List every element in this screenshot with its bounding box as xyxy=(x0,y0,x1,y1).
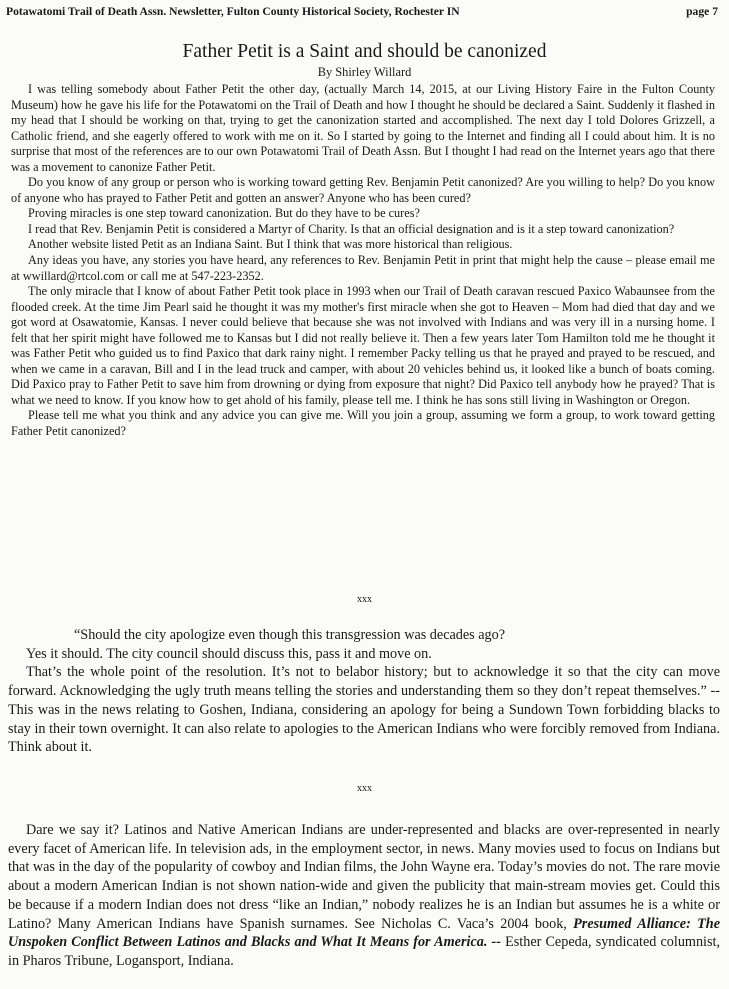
cepeda-text-after: Esther Cepeda, syndicated columnist, in Pharos Tribune, Logansport, Indiana. xyxy=(8,934,720,969)
article-paragraph: Any ideas you have, any stories you have heard, any references to Rev. Benjamin Petit in print that might help the cause – please email me at wwillard@rtcol.com or call me at 547-223-2352. xyxy=(11,253,715,283)
article-body xyxy=(11,82,715,440)
article-paragraph: I was telling somebody about Father Petit the other day, (actually March 14, 2015, at our Living History Faire in the Fulton County Museum) how he gave his life for the Potawatomi on the Trail of Death and how I thought he should be declared a Saint. Suddenly it flashed in my head that I should be working on that, trying to get the canonization started and accomplished. The next day I told Dolores Grizzell, a Catholic friend, and she eagerly offered to work with me on it. So I started by going to the Internet and finding all I could about him. It is no surprise that most of the references are to our own Potawatomi Trail of Death Assn. But I thought I had read on the Internet years ago that there was a movement to canonize Father Petit. xyxy=(11,82,715,174)
goshen-item xyxy=(8,626,720,757)
page-number: page 7 xyxy=(686,5,718,18)
article-paragraph: Another website listed Petit as an Indiana Saint. But I think that was more historical than religious. xyxy=(28,237,513,252)
article-paragraph: The only miracle that I know of about Father Petit took place in 1993 when our Trail of Death caravan rescued Paxico Wabaunsee from the flooded creek. At the time Jim Pearl said he thought it was my mother's first miracle when she got to Heaven – Mom had died that day and we got word at Osawatomie, Kansas. I never could believe that because she was not involved with Indians and was very ill in a nursing home. I felt that her spirit might have followed me to Kansas but I did not really believe it. Then a few years later Tom Hamilton told me he thought it was Father Petit who guided us to find Paxico that dark rainy night. I remember Packy telling us that he prayed and prayed to be rescued, and when we came in a caravan, Bill and I in the lead truck and camper, with about 20 vehicles behind us, it looked like a bunch of boats coming. Did Paxico pray to Father Petit to save him from drowning or dying from exposure that night? Did Paxico tell anybody how he prayed? That is what we need to know. If you know how to get ahold of his family, please tell me. I think he has sons still living in Washington or Oregon. xyxy=(11,284,715,407)
article-title: Father Petit is a Saint and should be canonized xyxy=(182,41,547,62)
article-paragraph: I read that Rev. Benjamin Petit is considered a Martyr of Charity. Is that an official designation and is it a step toward canonization? xyxy=(28,221,675,236)
goshen-paragraph: Yes it should. The city council should discuss this, pass it and move on. xyxy=(26,645,432,662)
section-separator: xxx xyxy=(357,594,372,605)
article-paragraph: Proving miracles is one step toward canonization. But do they have to be cures? xyxy=(28,206,420,221)
article-paragraph: Please tell me what you think and any advice you can give me. Will you join a group, assuming we form a group, to work toward getting Father Petit canonized? xyxy=(11,408,715,439)
article-byline: By Shirley Willard xyxy=(317,65,412,79)
publication-title: Potawatomi Trail of Death Assn. Newsletter, Fulton County Historical Society, Rochester IN xyxy=(6,5,460,18)
cepeda-paragraph xyxy=(8,821,720,971)
goshen-paragraph: “Should the city apologize even though this transgression was decades ago? xyxy=(74,627,506,643)
article-paragraph: Do you know of any group or person who is working toward getting Rev. Benjamin Petit canonized? Are you willing to help? Do you know of anyone who has prayed to Father Petit and gotten an answer? Anyone who has been cured? xyxy=(11,175,715,205)
section-separator: xxx xyxy=(357,783,372,794)
book-title: Presumed Alliance: The Unspoken Conflict Between Latinos and Blacks and What It Means for America. -- xyxy=(8,915,720,951)
goshen-paragraph: That’s the whole point of the resolution. It’s not to belabor history; but to acknowledge it so that the city can move forward. Acknowledging the ugly truth means telling the stories and understanding them so they don’t repeat themselves.” -- This was in the news relating to Goshen, Indiana, considering an apology for being a Sundown Town forbidding blacks to stay in their town overnight. It can also relate to apologies to the American Indians who were forcibly removed from Indiana. Think about it. xyxy=(8,664,720,756)
cepeda-item xyxy=(8,821,720,971)
cepeda-text-before: Dare we say it? Latinos and Native American Indians are under-represented and blacks are over-represented in nearly every facet of American life. In television ads, in the employment sector, in news. Many movies used to focus on Indians but that was in the day of the popularity of cowboy and Indian films, the John Wayne era. Today’s movies do not. The rare movie about a modern American Indian is not shown nation-wide and given the publicity that main-stream movies get. Could this be because if a modern Indian does not dress “like an Indian,” nobody realizes he is an Indian but assumes he is a white or Latino? Many American Indians have Spanish surnames. See Nicholas C. Vaca’s 2004 book, xyxy=(8,822,720,932)
